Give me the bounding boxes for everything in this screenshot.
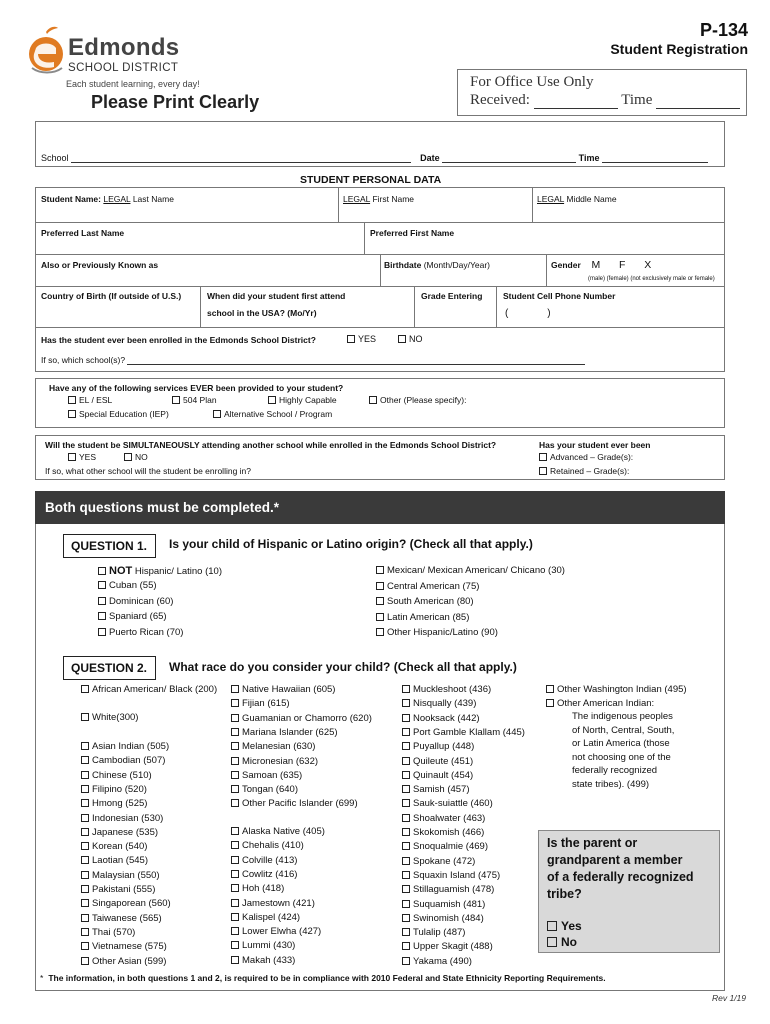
checkbox-icon[interactable] <box>231 856 239 864</box>
simultaneous-no[interactable]: NO <box>124 452 148 462</box>
q1-option[interactable]: Latin American (85) <box>376 612 469 623</box>
q1-option[interactable]: Cuban (55) <box>98 580 157 591</box>
checkbox-icon[interactable] <box>402 828 410 836</box>
race-option[interactable]: Muckleshoot (436) <box>402 684 491 695</box>
american-indian-note-line: or Latin America (those <box>572 738 670 749</box>
checkbox-icon[interactable] <box>398 335 406 343</box>
aka-label: Also or Previously Known as <box>41 260 159 270</box>
checkbox-icon[interactable] <box>231 799 239 807</box>
checkbox-icon[interactable] <box>402 914 410 922</box>
race-option[interactable]: Micronesian (632) <box>231 756 318 767</box>
date-label: Date <box>420 153 440 163</box>
race-option[interactable]: Thai (570) <box>81 927 135 938</box>
checkbox-icon[interactable] <box>81 685 89 693</box>
checkbox-icon[interactable] <box>402 799 410 807</box>
american-indian-note-line: state tribes). (499) <box>572 778 650 790</box>
race-option[interactable]: Swinomish (484) <box>402 913 484 924</box>
race-option[interactable]: Asian Indian (505) <box>81 741 169 752</box>
race-option[interactable]: Fijian (615) <box>231 698 290 709</box>
race-option[interactable]: Makah (433) <box>231 955 295 966</box>
race-option[interactable]: Other Washington Indian (495) <box>546 684 687 695</box>
race-option[interactable]: Quinault (454) <box>402 770 473 781</box>
q1-option[interactable]: Mexican/ Mexican American/ Chicano (30) <box>376 565 565 576</box>
race-option[interactable]: Malaysian (550) <box>81 870 160 881</box>
checkbox-icon[interactable] <box>402 871 410 879</box>
checkbox-icon[interactable] <box>81 771 89 779</box>
revision: Rev 1/19 <box>711 993 746 1003</box>
checkbox-icon[interactable] <box>402 928 410 936</box>
race-option[interactable]: Hmong (525) <box>81 798 147 809</box>
enrolled-question: Has the student ever been enrolled in the Edmonds School District? <box>41 335 316 345</box>
q2-text: What race do you consider your child? (Check all that apply.) <box>169 660 517 674</box>
checkbox-icon[interactable] <box>81 942 89 950</box>
checkbox-icon[interactable] <box>213 410 221 418</box>
checkbox-icon[interactable] <box>376 613 384 621</box>
school-row <box>41 153 708 163</box>
checkbox-icon[interactable] <box>81 885 89 893</box>
american-indian-note-line: federally recognized <box>572 765 658 776</box>
tribe-no[interactable]: No <box>547 935 577 949</box>
checkbox-icon[interactable] <box>546 699 554 707</box>
race-option[interactable]: Quileute (451) <box>402 756 473 767</box>
tribe-question-line: Is the parent or <box>547 836 638 850</box>
country-label: Country of Birth (If outside of U.S.) <box>41 291 182 301</box>
q2-label: QUESTION 2. <box>63 656 156 680</box>
checkbox-icon[interactable] <box>402 942 410 950</box>
q1-option[interactable]: Other Hispanic/Latino (90) <box>376 627 498 638</box>
grade-label: Grade Entering <box>421 291 483 301</box>
race-option[interactable]: Filipino (520) <box>81 784 147 795</box>
race-option[interactable]: Vietnamese (575) <box>81 941 167 952</box>
preferred-last-label: Preferred Last Name <box>41 228 125 238</box>
checkbox-icon[interactable] <box>402 814 410 822</box>
race-option[interactable]: Port Gamble Klallam (445) <box>402 727 525 738</box>
q1-text: Is your child of Hispanic or Latino origin? (Check all that apply.) <box>169 537 533 551</box>
personal-section-title: STUDENT PERSONAL DATA <box>300 174 442 186</box>
checkbox-icon[interactable] <box>231 771 239 779</box>
checkbox-icon[interactable] <box>81 914 89 922</box>
race-option[interactable]: Kalispel (424) <box>231 912 300 923</box>
race-option[interactable]: Alaska Native (405) <box>231 826 325 837</box>
race-option[interactable]: Taiwanese (565) <box>81 913 162 924</box>
race-option[interactable]: Other American Indian: <box>546 698 654 709</box>
office-use-label: For Office Use Only <box>470 74 594 90</box>
race-option[interactable]: Korean (540) <box>81 841 147 852</box>
race-option[interactable]: Shoalwater (463) <box>402 813 485 824</box>
received-row <box>470 92 740 109</box>
simultaneous-question: Will the student be SIMULTANEOUSLY attending another school while enrolled in the Edmonds School District? <box>45 440 497 450</box>
enrolled-no[interactable]: NO <box>398 334 423 344</box>
checkbox-icon[interactable] <box>376 597 384 605</box>
checkbox-icon[interactable] <box>81 871 89 879</box>
checkbox-icon[interactable] <box>547 921 557 931</box>
checkbox-icon[interactable] <box>402 785 410 793</box>
checkbox-icon[interactable] <box>124 453 132 461</box>
checkbox-icon[interactable] <box>268 396 276 404</box>
q1-option[interactable]: Central American (75) <box>376 581 479 592</box>
american-indian-note-line: The indigenous peoples <box>572 711 673 722</box>
date-field[interactable] <box>442 154 576 163</box>
first-name-label: LEGAL First Name <box>343 194 415 204</box>
banner-text: Both questions must be completed.* <box>45 500 280 515</box>
race-option[interactable]: Hoh (418) <box>231 883 284 894</box>
checkbox-icon[interactable] <box>402 742 410 750</box>
race-option[interactable]: Japanese (535) <box>81 827 158 838</box>
race-option[interactable]: Skokomish (466) <box>402 827 484 838</box>
checkbox-icon[interactable] <box>231 927 239 935</box>
checkbox-icon[interactable] <box>376 582 384 590</box>
checkbox-icon[interactable] <box>81 799 89 807</box>
checkbox-icon[interactable] <box>231 714 239 722</box>
other-school-label: If so, what other school will the student be enrolling in? <box>45 466 252 476</box>
checkbox-icon[interactable] <box>68 453 76 461</box>
checkbox-icon[interactable] <box>81 842 89 850</box>
race-option[interactable]: Sauk-suiattle (460) <box>402 798 493 809</box>
race-option[interactable]: Nisqually (439) <box>402 698 476 709</box>
race-option[interactable]: Yakama (490) <box>402 956 472 967</box>
footnote: * The information, in both questions 1 and 2, is required to be in compliance with 2010 Federal and State Ethnicity Reporting Requirements. <box>40 973 606 983</box>
checkbox-icon[interactable] <box>347 335 355 343</box>
gender-label: Gender M F X <box>551 259 652 271</box>
time-field[interactable] <box>602 154 708 163</box>
race-option[interactable]: Pakistani (555) <box>81 884 155 895</box>
race-option[interactable]: Upper Skagit (488) <box>402 941 493 952</box>
birthdate-label: Birthdate (Month/Day/Year) <box>384 260 490 270</box>
american-indian-note-line: of North, Central, South, <box>572 724 675 736</box>
checkbox-icon[interactable] <box>402 699 410 707</box>
cell-paren[interactable]: ( ) <box>505 308 551 319</box>
checkbox-icon[interactable] <box>231 913 239 921</box>
middle-name-label: LEGAL Middle Name <box>537 194 617 204</box>
race-option[interactable]: Samoan (635) <box>231 770 302 781</box>
checkbox-icon[interactable] <box>68 410 76 418</box>
race-option[interactable]: Cowlitz (416) <box>231 869 297 880</box>
school-label: School <box>41 153 69 163</box>
race-option[interactable]: Nooksack (442) <box>402 713 480 724</box>
tribe-question-line: of a federally recognized <box>547 870 694 884</box>
checkbox-icon[interactable] <box>402 885 410 893</box>
checkbox-icon[interactable] <box>402 757 410 765</box>
checkbox-icon[interactable] <box>81 899 89 907</box>
enrolled-yes[interactable]: YES <box>347 334 376 344</box>
checkbox-icon[interactable] <box>81 742 89 750</box>
services-question: Have any of the following services EVER been provided to your student? <box>49 383 344 393</box>
q1-option[interactable]: South American (80) <box>376 596 474 607</box>
race-option[interactable]: Tongan (640) <box>231 784 298 795</box>
logo-name: Edmonds <box>68 34 180 61</box>
time-label: Time <box>578 153 600 163</box>
service-504[interactable]: 504 Plan <box>172 395 217 405</box>
checkbox-icon[interactable] <box>81 814 89 822</box>
checkbox-icon[interactable] <box>98 567 106 575</box>
checkbox-icon[interactable] <box>68 396 76 404</box>
race-option[interactable]: Lummi (430) <box>231 940 295 951</box>
race-option[interactable]: Spokane (472) <box>402 856 475 867</box>
checkbox-icon[interactable] <box>376 628 384 636</box>
footnote-star: * <box>40 973 44 983</box>
checkbox-icon[interactable] <box>539 467 547 475</box>
race-option[interactable]: Other Asian (599) <box>81 956 166 967</box>
race-option[interactable]: Chinese (510) <box>81 770 152 781</box>
gender-x[interactable]: X <box>644 259 652 271</box>
school-field[interactable] <box>71 154 411 163</box>
checkbox-icon[interactable] <box>231 785 239 793</box>
race-option[interactable]: Colville (413) <box>231 855 297 866</box>
q1-option[interactable]: Puerto Rican (70) <box>98 627 183 638</box>
checkbox-icon[interactable] <box>231 899 239 907</box>
checkbox-icon[interactable] <box>81 756 89 764</box>
checkbox-icon[interactable] <box>402 714 410 722</box>
simultaneous-yes[interactable]: YES <box>68 452 96 462</box>
q1-option[interactable]: Spaniard (65) <box>98 611 167 622</box>
checkbox-icon[interactable] <box>172 396 180 404</box>
checkbox-icon[interactable] <box>402 728 410 736</box>
race-option[interactable]: African American/ Black (200) <box>81 684 217 695</box>
american-indian-note-line: not choosing one of the <box>572 751 671 763</box>
q1-label: QUESTION 1. <box>63 534 156 558</box>
checkbox-icon[interactable] <box>81 713 89 721</box>
tribe-question-line: grandparent a member <box>547 853 683 867</box>
race-option[interactable]: Samish (457) <box>402 784 470 795</box>
checkbox-icon[interactable] <box>402 842 410 850</box>
checkbox-icon[interactable] <box>376 566 384 574</box>
checkbox-icon[interactable] <box>231 941 239 949</box>
which-school-field[interactable] <box>127 356 585 365</box>
race-option[interactable]: Mariana Islander (625) <box>231 727 338 738</box>
service-el[interactable]: EL / ESL <box>68 395 112 405</box>
logo-sub: SCHOOL DISTRICT <box>68 62 179 74</box>
checkbox-icon[interactable] <box>231 841 239 849</box>
checkbox-icon[interactable] <box>231 757 239 765</box>
race-option[interactable]: Guamanian or Chamorro (620) <box>231 713 372 724</box>
race-option[interactable]: Melanesian (630) <box>231 741 315 752</box>
race-option[interactable]: Cambodian (507) <box>81 755 165 766</box>
checkbox-icon[interactable] <box>231 699 239 707</box>
checkbox-icon[interactable] <box>81 785 89 793</box>
service-special[interactable]: Special Education (IEP) <box>68 409 169 419</box>
gender-f[interactable]: F <box>619 259 626 271</box>
checkbox-icon[interactable] <box>98 612 106 620</box>
checkbox-icon[interactable] <box>98 628 106 636</box>
has-been-label: Has your student ever been <box>539 440 651 450</box>
preferred-first-label: Preferred First Name <box>370 228 455 238</box>
race-option[interactable]: Squaxin Island (475) <box>402 870 500 881</box>
form-number: P-134 <box>699 20 748 40</box>
checkbox-icon[interactable] <box>231 728 239 736</box>
race-option[interactable]: White(300) <box>81 712 138 723</box>
race-option[interactable]: Chehalis (410) <box>231 840 304 851</box>
attend-label-2: school in the USA? (Mo/Yr) <box>207 308 317 318</box>
office-time-label: Time <box>621 92 653 108</box>
checkbox-icon[interactable] <box>98 597 106 605</box>
print-note: Please Print Clearly <box>91 92 260 112</box>
race-option[interactable]: Jamestown (421) <box>231 898 315 909</box>
checkbox-icon[interactable] <box>402 685 410 693</box>
race-option[interactable]: Singaporean (560) <box>81 898 171 909</box>
retained-option[interactable]: Retained – Grade(s): <box>539 466 629 476</box>
checkbox-icon[interactable] <box>402 857 410 865</box>
checkbox-icon[interactable] <box>546 685 554 693</box>
checkbox-icon[interactable] <box>231 870 239 878</box>
race-option[interactable]: Suquamish (481) <box>402 899 485 910</box>
service-highly[interactable]: Highly Capable <box>268 395 337 405</box>
race-option[interactable]: Other Pacific Islander (699) <box>231 798 358 809</box>
checkbox-icon[interactable] <box>369 396 377 404</box>
checkbox-icon[interactable] <box>81 928 89 936</box>
form-title: Student Registration <box>610 41 748 57</box>
race-option[interactable]: Native Hawaiian (605) <box>231 684 335 695</box>
race-option[interactable]: Snoqualmie (469) <box>402 841 488 852</box>
checkbox-icon[interactable] <box>231 685 239 693</box>
race-option[interactable]: Stillaguamish (478) <box>402 884 494 895</box>
race-option[interactable]: Tulalip (487) <box>402 927 465 938</box>
received-label: Received: <box>470 92 530 108</box>
checkbox-icon[interactable] <box>231 956 239 964</box>
checkbox-icon[interactable] <box>402 771 410 779</box>
gender-note: (male) (female) (not exclusively male or female) <box>588 276 715 282</box>
q1-not-hispanic[interactable]: NOT Hispanic/ Latino (10) <box>98 565 222 577</box>
checkbox-icon[interactable] <box>402 957 410 965</box>
received-field[interactable] <box>534 100 618 109</box>
race-option[interactable]: Indonesian (530) <box>81 813 163 824</box>
attend-label-1: When did your student first attend <box>207 291 346 301</box>
race-option[interactable]: Lower Elwha (427) <box>231 926 321 937</box>
cell-label: Student Cell Phone Number <box>503 291 616 301</box>
checkbox-icon[interactable] <box>539 453 547 461</box>
which-school-row: If so, which school(s)? <box>41 355 585 365</box>
advanced-option[interactable]: Advanced – Grade(s): <box>539 452 633 462</box>
checkbox-icon[interactable] <box>231 827 239 835</box>
race-option[interactable]: Laotian (545) <box>81 855 148 866</box>
tagline: Each student learning, every day! <box>66 79 200 89</box>
legal-last: LEGAL <box>103 194 131 204</box>
gender-m[interactable]: M <box>591 259 601 271</box>
race-option[interactable]: Puyallup (448) <box>402 741 474 752</box>
service-other[interactable]: Other (Please specify): <box>369 395 466 405</box>
office-time-field[interactable] <box>656 100 740 109</box>
q1-option[interactable]: Dominican (60) <box>98 596 173 607</box>
tribe-question-line: tribe? <box>547 887 582 901</box>
checkbox-icon[interactable] <box>231 884 239 892</box>
tribe-yes[interactable]: Yes <box>547 919 582 933</box>
checkbox-icon[interactable] <box>81 856 89 864</box>
district-logo <box>26 24 66 76</box>
apple-icon <box>26 24 66 76</box>
student-name-label: Student Name: LEGAL Last Name <box>41 194 174 204</box>
checkbox-icon[interactable] <box>81 828 89 836</box>
checkbox-icon[interactable] <box>547 937 557 947</box>
checkbox-icon[interactable] <box>81 957 89 965</box>
service-alt[interactable]: Alternative School / Program <box>213 409 332 419</box>
checkbox-icon[interactable] <box>231 742 239 750</box>
checkbox-icon[interactable] <box>98 581 106 589</box>
checkbox-icon[interactable] <box>402 900 410 908</box>
